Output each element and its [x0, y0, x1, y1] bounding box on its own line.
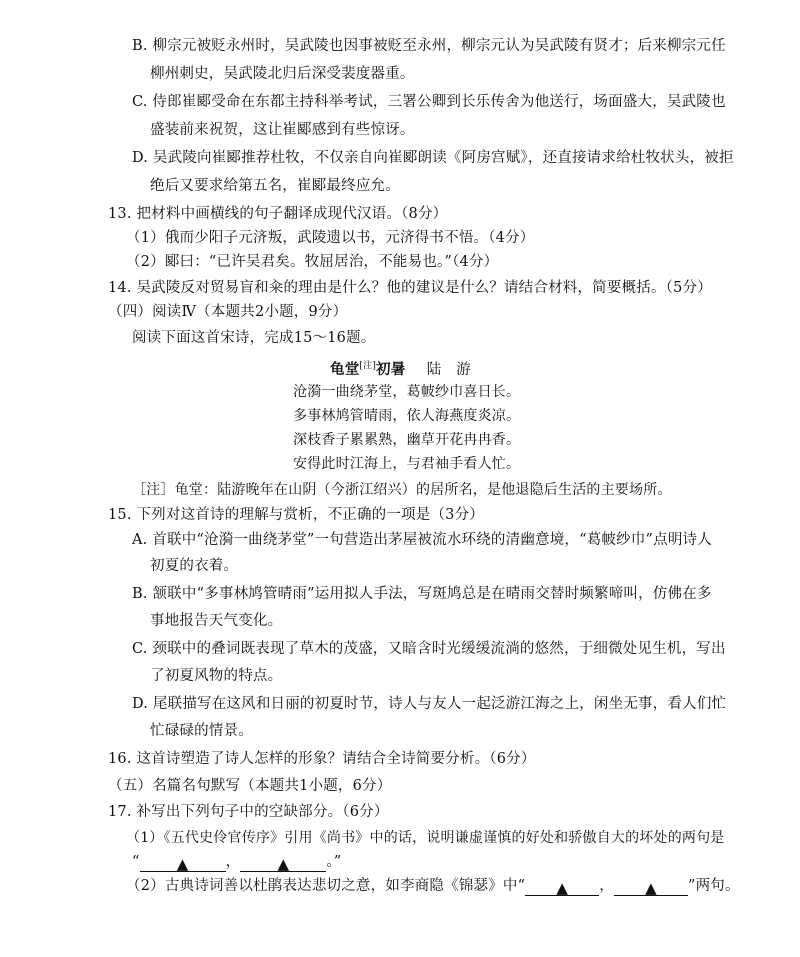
- triangle-marker: ▲: [556, 879, 569, 897]
- q15-option-d-line1: D. 尾联描写在这风和日丽的初夏时节，诗人与友人一起泛游江海之上，闲坐无事，看人们忙: [132, 696, 727, 712]
- blank-2[interactable]: [240, 855, 326, 872]
- blank-1[interactable]: [140, 855, 226, 872]
- option-c-line2: 盛装前来祝贺，这让崔郾感到有些惊讶。: [150, 122, 415, 138]
- poem-title: [330, 356, 471, 380]
- triangle-marker: ▲: [645, 879, 657, 897]
- option-b-line1: B. 柳宗元被贬永州时，吴武陵也因事被贬至永州，柳宗元认为吴武陵有贤才；后来柳宗元任: [132, 38, 726, 54]
- option-d-line2: 绝后又要求给第五名，崔郾最终应允。: [150, 178, 400, 194]
- comma: ，: [599, 878, 614, 894]
- open-quote: “: [132, 854, 140, 870]
- q17-part1: （1）《五代史伶官传序》引用《尚书》中的话，说明谦虚谨慎的好处和骄傲自大的坏处的两句是: [126, 830, 725, 846]
- section-5-heading: （五）名篇名句默写（本题共1小题，6分）: [108, 778, 392, 794]
- option-c-line1: C. 侍郎崔郾受命在东都主持科举考试，三署公卿到长乐传舍为他送行，场面盛大，吴武陵也: [132, 94, 726, 110]
- triangle-marker: ▲: [277, 855, 290, 873]
- q15-option-d-line2: 忙碌碌的情景。: [150, 723, 253, 739]
- q17-part1-blanks: [132, 852, 341, 872]
- q15-option-a-line1: A. 首联中“沧漪一曲绕茅堂”一句营造出茅屋被流水环绕的清幽意境，“葛帔纱巾”点明诗人: [132, 532, 712, 548]
- reading-instruction: 阅读下面这首宋诗，完成15～16题。: [132, 330, 376, 346]
- q17-part2-text: （2）古典诗词善以杜鹃表达悲切之意，如李商隐《锦瑟》中“: [126, 878, 526, 894]
- q15-option-b-line1: B. 颔联中“多事林鸠管晴雨”运用拟人手法，写斑鸠总是在晴雨交替时频繁啼叫，仿佛在多: [132, 586, 712, 602]
- q15-option-a-line2: 初夏的衣着。: [150, 558, 239, 574]
- poem-author: 陆 游: [426, 361, 471, 378]
- question-16: 16. 这首诗塑造了诗人怎样的形象？请结合全诗简要分析。（6分）: [108, 751, 536, 767]
- blank-4[interactable]: [614, 879, 688, 896]
- poem-note-mark: [注]: [359, 361, 377, 371]
- triangle-marker: ▲: [176, 855, 189, 873]
- q17-part2-after: ”两句。: [687, 878, 740, 894]
- question-13-part1: （1）俄而少阳子元济叛，武陵遗以书，元济得书不悟。（4分）: [126, 230, 535, 246]
- poem-verse-4: 安得此时江海上，与君袖手看人忙。: [293, 456, 521, 472]
- question-15: 15. 下列对这首诗的理解与赏析，不正确的一项是（3分）: [108, 507, 484, 523]
- close-quote: 。”: [326, 854, 342, 870]
- poem-verse-2: 多事林鸠管晴雨，依人海燕度炎凉。: [293, 408, 521, 424]
- poem-title-main: 龟堂: [330, 360, 360, 378]
- option-d-line1: D. 吴武陵向崔郾推荐杜牧，不仅亲自向崔郾朗读《阿房宫赋》，还直接请求给杜牧状头，被拒: [132, 150, 734, 166]
- question-14: 14. 吴武陵反对贸易盲和籴的理由是什么？他的建议是什么？请结合材料，简要概括。（5分）: [108, 280, 712, 296]
- blank-3[interactable]: [525, 879, 599, 896]
- comma: ，: [225, 854, 241, 870]
- poem-note: ［注］龟堂：陆游晚年在山阴（今浙江绍兴）的居所名，是他退隐后生活的主要场所。: [132, 482, 672, 498]
- poem-verse-1: 沧漪一曲绕茅堂，葛帔纱巾喜日长。: [293, 384, 521, 400]
- poem-title-rest: 初暑: [376, 360, 406, 378]
- q15-option-c-line1: C. 颈联中的叠词既表现了草木的茂盛，又暗含时光缓缓流淌的悠然，于细微处见生机，写出: [132, 641, 726, 657]
- q15-option-c-line2: 了初夏风物的特点。: [150, 668, 283, 684]
- question-13: 13. 把材料中画横线的句子翻译成现代汉语。（8分）: [108, 206, 448, 222]
- poem-verse-3: 深枝香子累累熟，幽草开花冉冉香。: [293, 432, 521, 448]
- question-13-part2: （2）郾曰：“已许吴君矣。牧屈居治，不能易也。”（4分）: [126, 254, 499, 270]
- section-4-heading: （四）阅读Ⅳ（本题共2小题，9分）: [108, 304, 348, 320]
- question-17: 17. 补写出下列句子中的空缺部分。（6分）: [108, 804, 389, 820]
- q15-option-b-line2: 事地报告天气变化。: [150, 613, 283, 629]
- option-b-line2: 柳州刺史，吴武陵北归后深受裴度器重。: [150, 66, 415, 82]
- q17-part2: [126, 876, 740, 896]
